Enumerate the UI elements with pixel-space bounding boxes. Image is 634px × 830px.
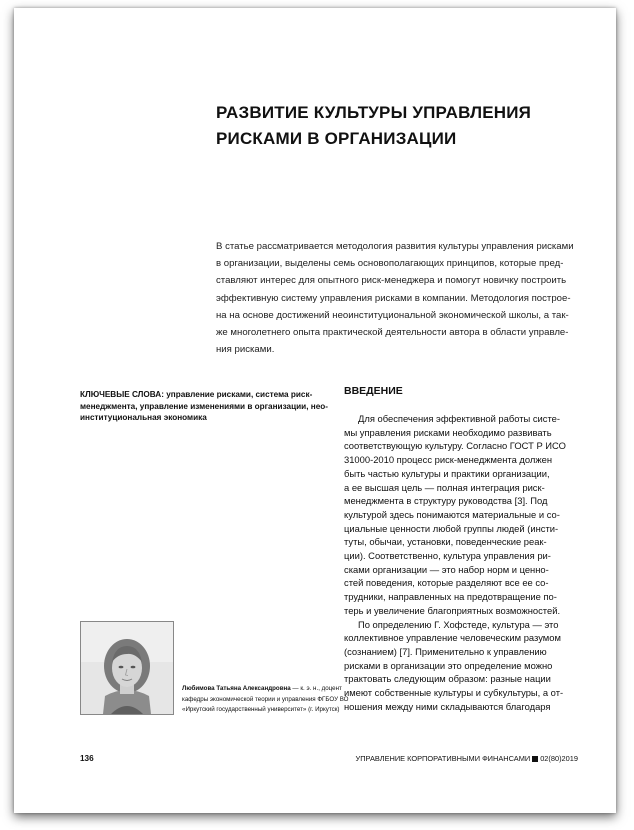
body-line: ношения между ними складываются благодаря	[344, 700, 551, 712]
body-line: культурой здесь понимаются материальные и со-	[344, 508, 560, 520]
article-title-line: РАЗВИТИЕ КУЛЬТУРЫ УПРАВЛЕНИЯ	[216, 103, 532, 122]
abstract-line: ставляют интерес для опытного риск-менеджера и помогут новичку построить	[216, 275, 567, 287]
square-separator-icon	[532, 756, 538, 762]
body-line: ции). Соответственно, культура управления ри-	[344, 550, 551, 562]
body-text	[344, 412, 606, 713]
abstract-line: в организации, выделены семь основополагающих принципов, которые пред-	[216, 258, 564, 270]
journal-issue: 02(80)2019	[540, 754, 578, 763]
author-degree: — к. э. н., доцент	[290, 685, 342, 692]
body-line: коллективное управление человеческим разумом	[344, 632, 561, 644]
body-line: стей поведения, которые разделяют все ее со-	[344, 577, 549, 589]
author-line: кафедры экономической теории и управления ФГБОУ ВО	[182, 695, 349, 703]
body-line: соответствующую культуру. Согласно ГОСТ Р ИСО	[344, 440, 566, 452]
body-line: имеют собственные культуры и субкультуры, а от-	[344, 687, 564, 699]
body-line: мы управления рисками необходимо развивать	[344, 426, 552, 438]
journal-footer	[356, 754, 578, 763]
abstract-line: ния рисками.	[216, 344, 275, 356]
body-line: 31000-2010 процесс риск-менеджмента должен	[344, 454, 553, 466]
keywords-line: КЛЮЧЕВЫЕ СЛОВА: управление рисками, система риск-	[80, 390, 313, 399]
body-line: сками организации — это набор норм и ценно-	[344, 563, 549, 575]
page-number: 136	[80, 754, 94, 763]
keywords	[80, 389, 330, 424]
author-line	[182, 684, 352, 695]
author-photo	[80, 621, 174, 715]
journal-name: УПРАВЛЕНИЕ КОРПОРАТИВНЫМИ ФИНАНСАМИ	[355, 754, 531, 763]
keywords-line: институциональная экономика	[80, 413, 207, 422]
author-name: Любимова Татьяна Александровна	[182, 685, 291, 692]
author-info	[182, 684, 352, 716]
author-line: «Иркутский государственный университет» (г. Иркутск)	[182, 706, 340, 713]
keywords-line: менеджмента, управление изменениями в организации, нео-	[80, 401, 328, 411]
body-line: быть частью культуры и практики организации,	[344, 467, 550, 479]
abstract-line: В статье рассматривается методология развития культуры управления рисками	[216, 241, 574, 252]
body-line: (сознанием) [7]. Применительно к управлению	[344, 645, 547, 657]
body-line: менеджмента в структуру руководства [3]. Под	[344, 495, 548, 507]
body-line: трактовать следующим образом: разные нации	[344, 673, 551, 685]
article-title	[216, 100, 556, 152]
body-line: а ее высшая цель — полная интеграция риск-	[344, 481, 545, 493]
abstract-line: эффективную систему управления рисками в компании. Методология построе-	[216, 292, 571, 304]
body-line: терь и увеличение благоприятных возможностей.	[344, 604, 561, 616]
body-line: рисками в организации это определение можно	[344, 659, 553, 671]
author-portrait-image	[81, 622, 173, 714]
body-line: туты, обычаи, установки, поведенческие реак-	[344, 536, 547, 548]
abstract-line: же многолетнего опыта практической деятельности автора в области управле-	[216, 327, 569, 339]
abstract	[216, 238, 591, 358]
body-line: циальные ценности любой группы людей (инсти-	[344, 522, 559, 534]
body-line: По определению Г. Хофстеде, культура — это	[358, 618, 559, 630]
section-heading: ВВЕДЕНИЕ	[344, 385, 403, 397]
body-line: Для обеспечения эффективной работы систе-	[358, 413, 561, 424]
article-title-line: РИСКАМИ В ОРГАНИЗАЦИИ	[216, 129, 457, 148]
body-line: трудники, направленных на предотвращение по-	[344, 591, 557, 603]
abstract-line: на на основе достижений неоинституциональной экономической школы, а так-	[216, 309, 569, 321]
page	[14, 8, 616, 813]
